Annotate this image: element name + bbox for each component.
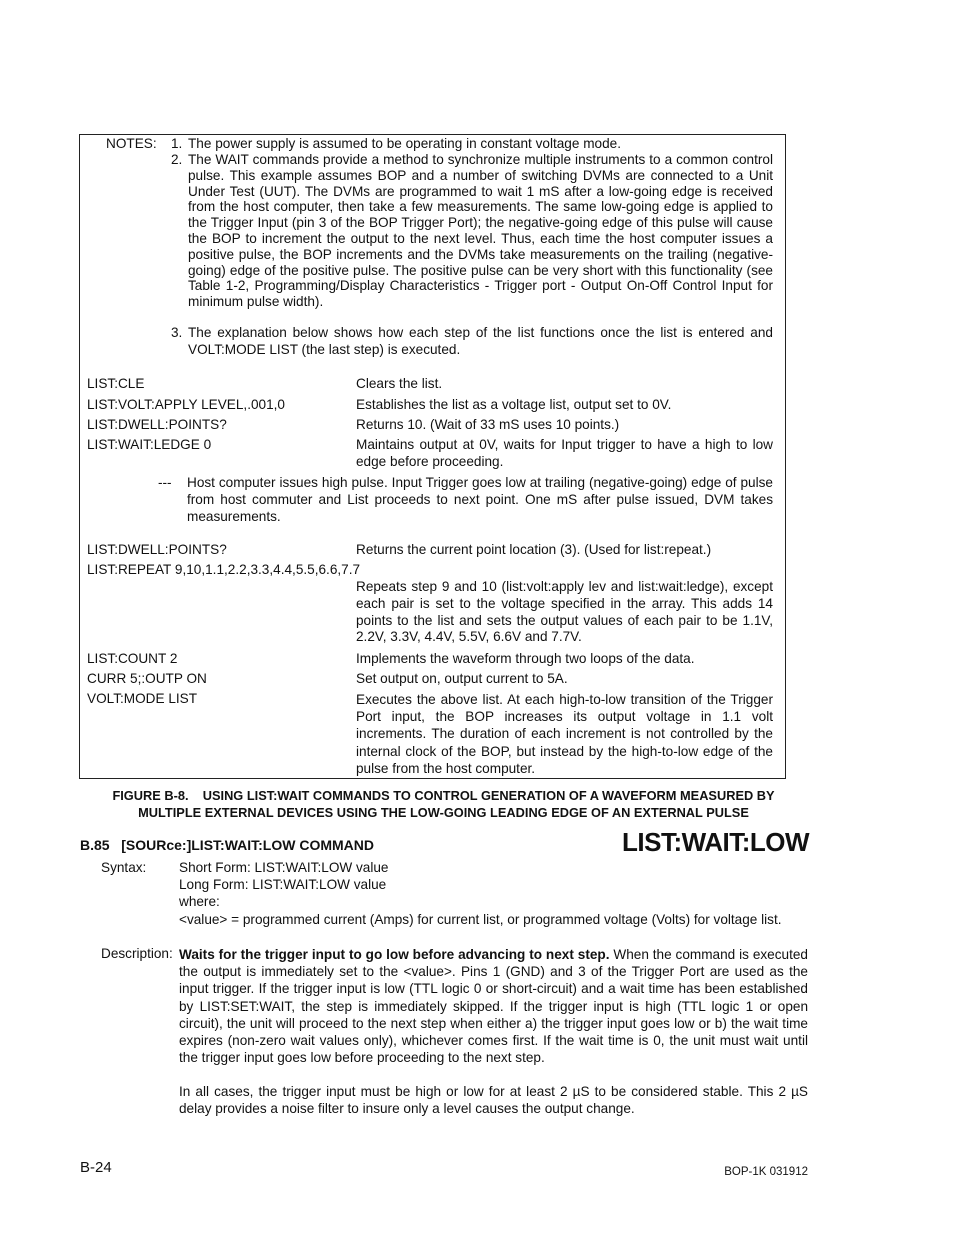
description-body: When the command is executed the output is immediately set to the <value>. Pins 1 (GND) and 3 of the Trigger Port are used as the input trigger. If the trigger input is low (TTL logic 0 or short-circuit) and a wait time has been established by LIST:SET:WAIT, the step is immediately skipped. If the trigger input is high (TTL logic 1 or open circuit), the unit will proceed to the next step when either a) the trigger input goes low or b) the wait time expires (non-zero wait values only), whichever comes first. If the wait time is 0, the unit must wait until the trigger input goes low before proceeding to the next step. <box>179 947 808 1066</box>
list-command: VOLT:MODE LIST <box>87 691 198 706</box>
syntax-label: Syntax: <box>101 860 147 875</box>
list-command: LIST:DWELL:POINTS? <box>87 417 227 432</box>
list-command: CURR 5;:OUTP ON <box>87 671 207 686</box>
list-command: LIST:REPEAT 9,10,1.1,2.2,3.3,4.4,5.5,6.6,7.7 <box>87 562 361 577</box>
note-text: The WAIT commands provide a method to synchronize multiple instruments to a common control pulse. This example assumes BOP and a number of switching DVMs are connected to a Unit Under Test (UUT). The DVMs are programmed to wait 1 mS after a low-going edge is received from the host computer, then take a few measurements. The same low-going edge is applied to the Trigger Input (pin 3 of the BOP Trigger Port); the negative-going edge of this pulse will cause the BOP to increment the output to the next level. Thus, each time the host computer issues a positive pulse, the BOP increments and the DVMs take measurements on the trailing (negative-going) edge of the positive pulse. The positive pulse can be very short with this functionality (see Table 1-2, Programming/Display Characteristics - Trigger port - Output On-Off Control Input for minimum pulse width). <box>188 152 773 310</box>
list-command-description: Maintains output at 0V, waits for Input trigger to have a high to low edge before proceeding. <box>356 437 773 469</box>
list-command: LIST:WAIT:LEDGE 0 <box>87 437 212 452</box>
list-command-description: Repeats step 9 and 10 (list:volt:apply lev and list:wait:ledge), except each pair is set to the voltage specified in the array. This adds 14 points to the list and sets the output values of each pair to be 1.1V, 2.2V, 3.3V, 4.4V, 5.5V, 6.6V and 7.7V. <box>356 579 773 645</box>
description-paragraph <box>179 946 808 1066</box>
description-lead: Waits for the trigger input to go low before advancing to next step. <box>179 947 610 962</box>
list-command-description: Executes the above list. At each high-to-low transition of the Trigger Port input, the BOP increases its output voltage in 1.1 volt increments. The duration of each increment is not controlled by the internal clock of the BOP, but instead by the high-to-low edge of the pulse from the host computer. <box>356 692 773 776</box>
command-title: LIST:WAIT:LOW <box>622 827 810 857</box>
syntax-value: <value> = programmed current (Amps) for current list, or programmed voltage (Volts) for voltage list. <box>179 912 782 927</box>
syntax-short-form: Short Form: LIST:WAIT:LOW value <box>179 860 389 875</box>
list-command-description: Returns 10. (Wait of 33 mS uses 10 points.) <box>356 417 620 432</box>
list-command: LIST:CLE <box>87 376 145 391</box>
list-command-description: Establishes the list as a voltage list, output set to 0V. <box>356 397 672 412</box>
page-number: B-24 <box>80 1159 112 1176</box>
syntax-long-form: Long Form: LIST:WAIT:LOW value <box>179 877 387 892</box>
note-text: The explanation below shows how each step of the list functions once the list is entered and VOLT:MODE LIST (the last step) is executed. <box>188 325 773 357</box>
list-command: LIST:DWELL:POINTS? <box>87 542 227 557</box>
description-label: Description: <box>101 946 173 961</box>
list-command: LIST:VOLT:APPLY LEVEL,.001,0 <box>87 397 285 412</box>
notes-label: NOTES: <box>106 136 157 151</box>
stability-paragraph: In all cases, the trigger input must be high or low for at least 2 µS to be considered stable. This 2 µS delay provides a noise filter to insure only a level causes the output change. <box>179 1084 808 1117</box>
figure-caption-line: MULTIPLE EXTERNAL DEVICES USING THE LOW-GOING LEADING EDGE OF AN EXTERNAL PULSE <box>138 805 749 820</box>
list-command-description: Clears the list. <box>356 376 443 391</box>
section-title: B.85 [SOURce:]LIST:WAIT:LOW COMMAND <box>80 837 374 853</box>
host-dash: --- <box>158 475 172 490</box>
host-event-text: Host computer issues high pulse. Input Trigger goes low at trailing (negative-going) edge of pulse from host commuter and List proceeds to next point. One mS after pulse issued, DVM takes measurements. <box>187 475 773 524</box>
figure-caption <box>79 787 808 821</box>
figure-caption-line: FIGURE B-8. USING LIST:WAIT COMMANDS TO CONTROL GENERATION OF A WAVEFORM MEASURED BY <box>112 788 775 803</box>
note-text: The power supply is assumed to be operating in constant voltage mode. <box>188 136 621 151</box>
syntax-where: where: <box>179 894 220 909</box>
list-command-description: Implements the waveform through two loops of the data. <box>356 651 695 666</box>
note-number: 1. <box>171 136 183 151</box>
list-command-description: Set output on, output current to 5A. <box>356 671 568 686</box>
list-command-description: Returns the current point location (3). (Used for list:repeat.) <box>356 542 712 557</box>
list-command: LIST:COUNT 2 <box>87 651 178 666</box>
note-number: 3. <box>171 325 183 340</box>
document-id: BOP-1K 031912 <box>724 1166 808 1178</box>
note-number: 2. <box>171 152 183 167</box>
